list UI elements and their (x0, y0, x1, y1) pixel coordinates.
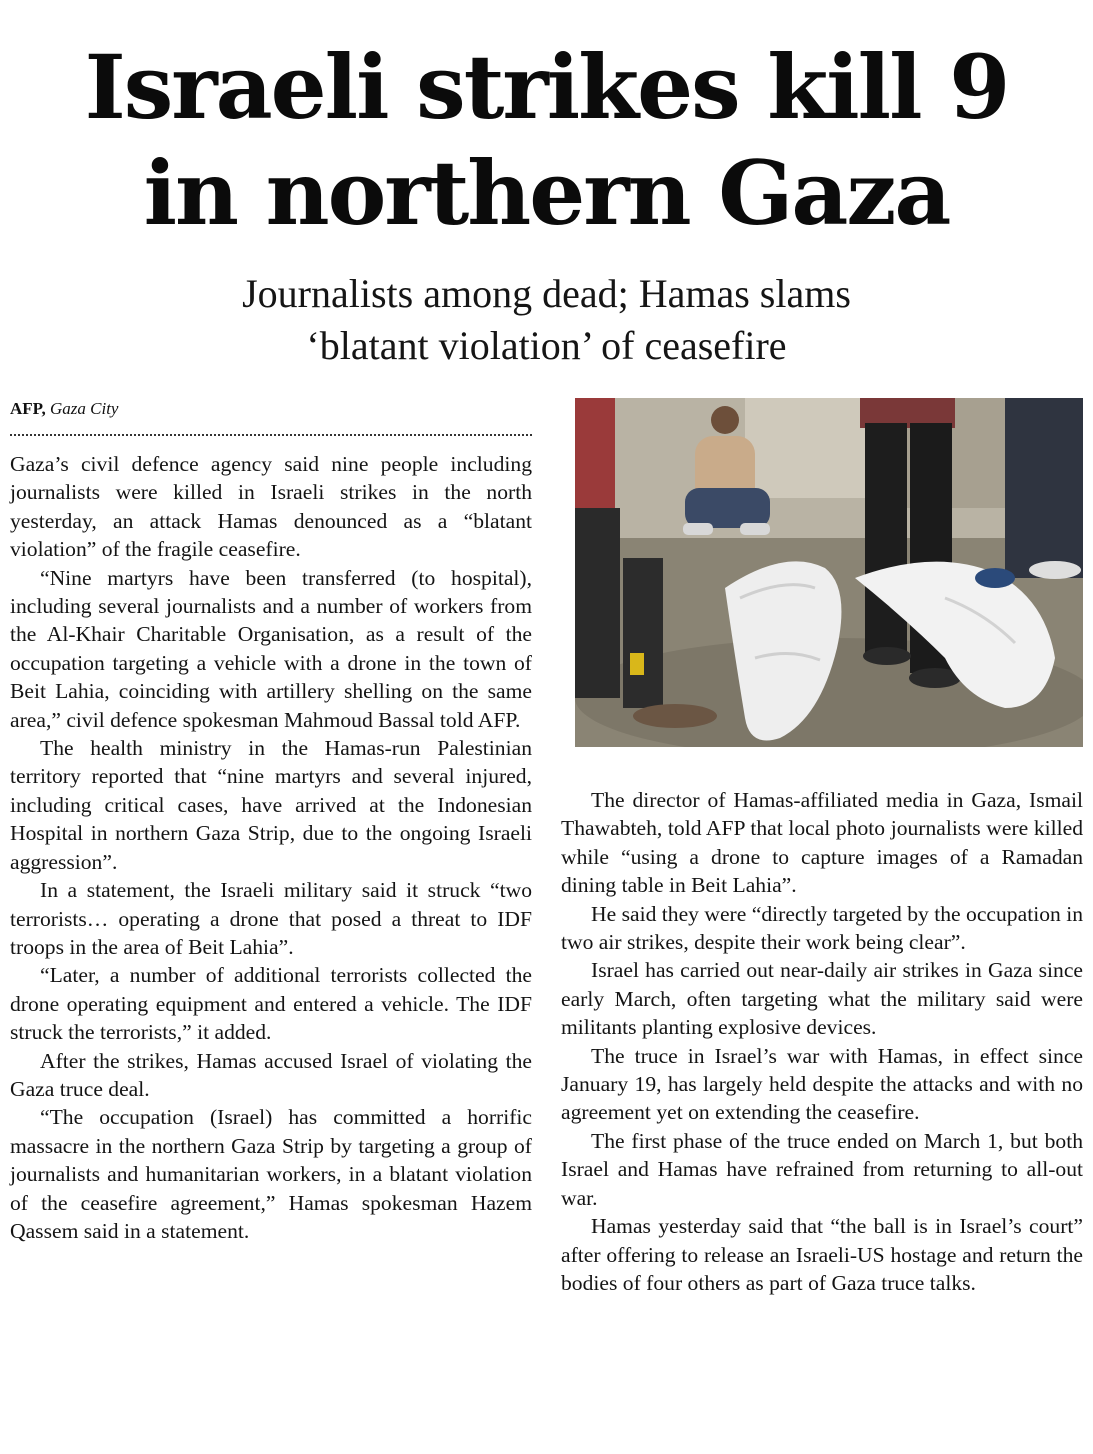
paragraph: The director of Hamas-affiliated media in Gaza, Ismail Thawabteh, told AFP that local photo journalists were killed while “using a drone to capture images of a Ramadan dining table in Beit Lahia”. (561, 788, 1083, 898)
subheadline-line-1: Journalists among dead; Hamas slams (242, 271, 851, 316)
article-column-left (10, 450, 532, 1245)
paragraph: After the strikes, Hamas accused Israel of violating the Gaza truce deal. (10, 1048, 532, 1101)
paragraph: “The occupation (Israel) has committed a horrific massacre in the northern Gaza Strip by targeting a group of journalists and humanitarian workers, in a blatant violation of the ceasefire agreement,” Hamas spokesman Hazem Qassem said in a statement. (10, 1105, 532, 1243)
paragraph: Hamas yesterday said that “the ball is in Israel’s court” after offering to release an Israeli-US hostage and return the bodies of four others as part of Gaza truce talks. (561, 1214, 1083, 1295)
byline-agency: AFP, (10, 399, 46, 418)
article-column-right (561, 786, 1083, 1297)
headline-line-1: Israeli strikes kill 9 (84, 35, 1009, 139)
paragraph: In a statement, the Israeli military said it struck “two terrorists… operating a drone that posed a threat to IDF troops in the area of Beit Lahia”. (10, 878, 532, 959)
headline-line-2: in northern Gaza (143, 141, 950, 245)
headline (0, 34, 1093, 246)
paragraph: Gaza’s civil defence agency said nine people including journalists were killed in Israeli strikes in the north yesterday, an attack Hamas denounced as a “blatant violation” of the fragile ceasefire. (10, 452, 532, 562)
paragraph: The truce in Israel’s war with Hamas, in effect since January 19, has largely held despite the attacks and with no agreement yet on extending the ceasefire. (561, 1043, 1083, 1125)
subheadline-line-2: ‘blatant violation’ of ceasefire (306, 323, 787, 368)
byline-location: Gaza City (50, 399, 119, 418)
paragraph: He said they were “directly targeted by the occupation in two air strikes, despite their work being clear”. (561, 901, 1083, 955)
news-photo (575, 398, 1083, 747)
subheadline (0, 268, 1093, 372)
byline (10, 398, 532, 436)
photo-illustration (575, 398, 1083, 747)
paragraph: “Nine martyrs have been transferred (to hospital), including several journalists and a number of workers from the Al-Khair Charitable Organisation, as a result of the occupation targeting a vehicle with a drone in the town of Beit Lahia, coinciding with artillery shelling on the same area,” civil defence spokesman Mahmoud Bassal told AFP. (10, 565, 532, 732)
paragraph: Israel has carried out near-daily air strikes in Gaza since early March, often targeting what the military said were militants planting explosive devices. (561, 958, 1083, 1040)
paragraph: “Later, a number of additional terrorists collected the drone operating equipment and entered a vehicle. The IDF struck the terrorists,” it added. (10, 963, 532, 1045)
paragraph: The first phase of the truce ended on March 1, but both Israel and Hamas have refrained from returning to all-out war. (561, 1128, 1083, 1210)
paragraph: The health ministry in the Hamas-run Palestinian territory reported that “nine martyrs and several injured, including critical cases, have arrived at the Indonesian Hospital in northern Gaza Strip, due to the ongoing Israeli aggression”. (10, 736, 532, 874)
